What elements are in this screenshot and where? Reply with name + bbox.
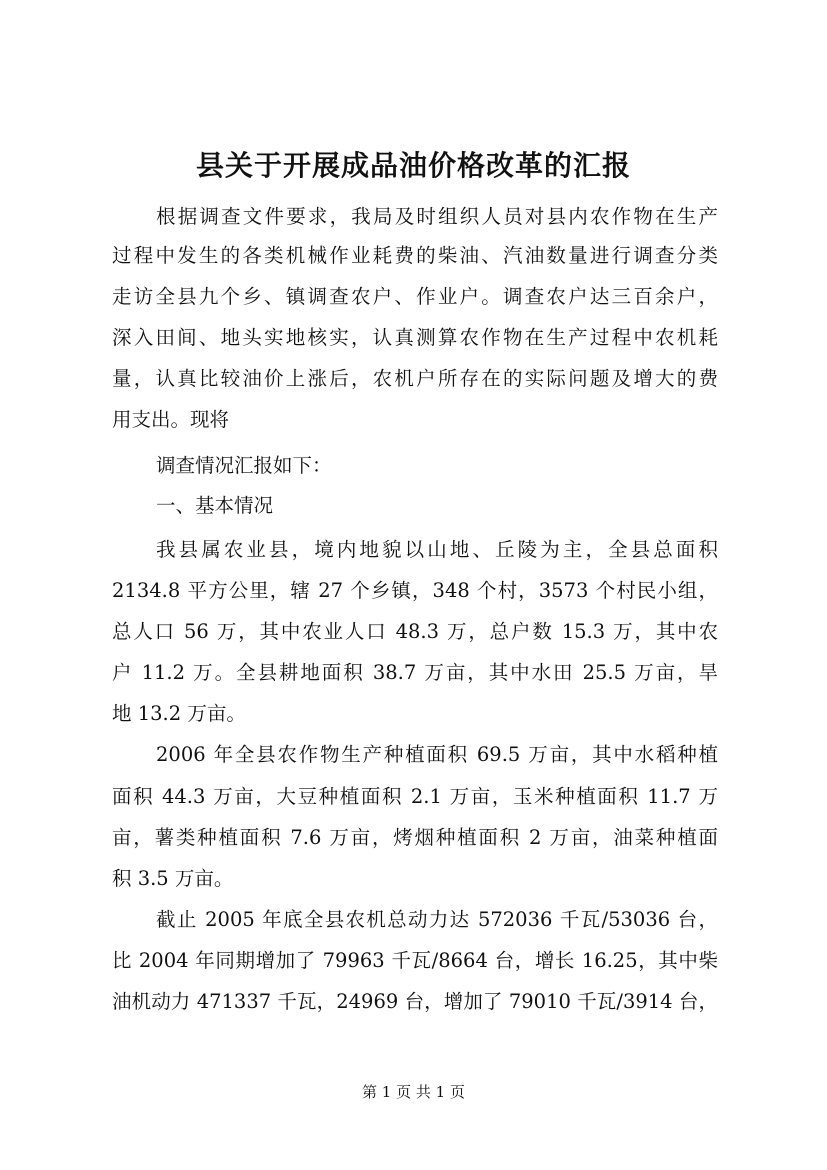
document-title: 县关于开展成品油价格改革的汇报	[195, 149, 631, 182]
page-footer: 第 1 页 共 1 页	[362, 1083, 465, 1101]
document-page: 县关于开展成品油价格改革的汇报 根据调查文件要求，我局及时组织人员对县内农作物在生产 过程中发生的各类机械作业耗费的柴油、汽油数量进行调查分类 走访全县九个乡、镇调查农户、作业户。调查农户达三百余户， 深入田间、地头实地核实，认真测算农作物在生产过程中农机耗 量，认真比较油价上涨后，农机户所存在的实际问题及增大的费 用支出。现将 调查情况汇报如下： 一、基本情况 我县属农业县，境内地貌以山地、丘陵为主，全县总面积 2134.8 平方公里，辖 27 个乡镇，348 个村，3573 个村民小组， 总人口 56 万，其中农业人口 48.3 万，总户数 15.3 万，其中农 户 11.2 万。全县耕地面积 38.7 万亩，其中水田 25.5 万亩，旱 地 13.2 万亩。 2006 年全县农作物生产种植面积 69.5 万亩，其中水稻种植 面积 44.3 万亩，大豆种植面积 2.1 万亩，玉米种植面积 11.7 万 亩，薯类种植面积 7.6 万亩，烤烟种植面积 2 万亩，油菜种植面 积 3.5 万亩。 截止 2005 年底全县农机总动力达 572036 千瓦/53036 台， 比 2004 年同期增加了 79963 千瓦/8664 台，增长 16.25，其中柴 油机动力 471337 千瓦，24969 台，增加了 79010 千瓦/3914 台， 第 1 页 共 1 页	[0, 0, 827, 1170]
